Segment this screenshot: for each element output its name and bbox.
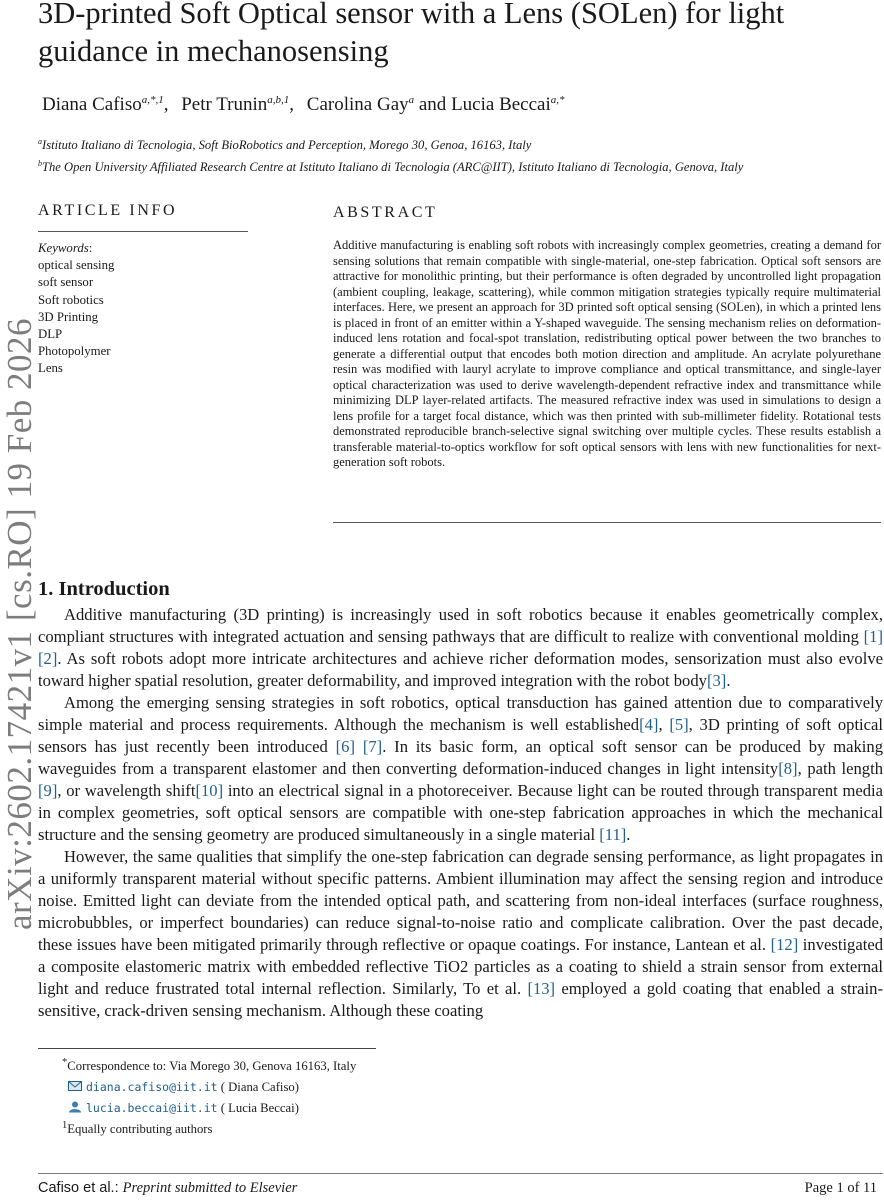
text-run: However, the same qualities that simplify the one-step fabrication can degrade sensing performance, as light propagates in a uniformly transparent material without specific patterns. Ambient illumination may affect the sensing region and introduce noise. Emitted light can deviate from the intended optical path, and scattering from non-ideal interfaces (surface roughness, microbubbles, or imperfect boundaries) can reduce signal-to-noise ratio and complicate calibration. Over the past decade, these issues have been mitigated primarily through reflective or opaque coatings. For instance, Lantean et al. [38, 847, 883, 954]
text-run: . [726, 671, 731, 690]
paper-title: 3D-printed Soft Optical sensor with a Lens (SOLen) for light guidance in mechanosensing [38, 0, 785, 68]
keyword-item: Photopolymer [38, 344, 111, 359]
text-run [355, 737, 363, 756]
citation-link[interactable]: [13] [527, 979, 556, 998]
citation-link[interactable]: [5] [669, 715, 689, 734]
email-owner: ( Diana Cafiso) [217, 1080, 299, 1095]
citation-link[interactable]: [12] [770, 935, 799, 954]
envelope-icon [68, 1080, 82, 1092]
text-run: , 3D printing of soft optical sensors has just recently been introduced [38, 715, 884, 756]
article-info-heading: ARTICLE INFO [38, 202, 178, 219]
citation-link[interactable]: [3] [706, 671, 727, 690]
affiliation-b [38, 156, 878, 175]
citation-link[interactable]: [4] [639, 715, 659, 734]
affiliation-mark: b [38, 159, 42, 168]
section-heading-introduction: 1. Introduction [38, 578, 170, 600]
citation-link[interactable]: [7] [362, 737, 383, 756]
keywords-label: Keywords [38, 241, 89, 255]
author-name[interactable]: Diana Cafiso [42, 94, 142, 115]
footer-preprint-note: Preprint submitted to Elsevier [122, 1180, 298, 1196]
footnote-mark: * [62, 1057, 68, 1068]
abstract-heading: ABSTRACT [333, 204, 438, 221]
abstract-text: Additive manufacturing is enabling soft robots with increasingly complex geometries, creating a demand for sensing solutions that remain compatible with single-material, one-step fabrication. Optical soft sensors are attractive for monolithic printing, but their performance is often degraded by uncontrolled light propagation (ambient coupling, leakage, scattering), while common mitigation strategies typically require multimaterial interfaces. Here, we present an approach for 3D printed soft optical sensing (SOLen), in which a printed lens is placed in front of an emitter within a Y-shaped waveguide. The sensing mechanism relies on deformation-induced lens rotation and focal-spot translation, redistributing optical power between the two branches to generate a differential output that encodes both motion direction and amplitude. An acrylate polyurethane resin was modified with lauryl acrylate to improve compliance and optical transmittance, and single-layer optical characterization was used to derive wavelength-dependent refractive index and transmittance while minimizing DLP layer-related artifacts. The measured refractive index was used in simulations to design a lens profile for a target focal distance, which was then printed with sub-millimeter fidelity. Rotational tests demonstrated reproducible branch-selective signal switching over multiple cycles. These results establish a transferable material-to-optics workflow for soft optical sensors with lens with new functionalities for next-generation soft robots. [333, 238, 881, 469]
keyword-item: 3D Printing [38, 309, 99, 324]
affiliation-text: Istituto Italiano di Tecnologia, Soft BioRobotics and Perception, Morego 30, Genoa, 16163, Italy [42, 138, 532, 152]
author-affiliation-marks: a,b,1 [267, 94, 290, 106]
email-row [62, 1077, 356, 1098]
keywords-block: Keywords: optical sensing soft sensor Soft robotics 3D Printing DLP Photopolymer Lens [38, 240, 258, 378]
author-affiliation-marks: a,*,1 [141, 94, 164, 106]
keyword-item: DLP [38, 327, 63, 342]
email-link[interactable]: lucia.beccai@iit.it [86, 1101, 218, 1116]
citation-link[interactable]: [1] [863, 627, 883, 646]
footnotes [62, 1052, 356, 1140]
citation-link[interactable]: [6] [335, 737, 355, 756]
footer-rule [38, 1173, 883, 1174]
footer-running-head [38, 1180, 297, 1197]
article-info-rule [38, 231, 248, 232]
affiliation-text: The Open University Affiliated Research Centre at Istituto Italiano di Tecnologia (ARC@IIT), Istituto Italiano di Tecnologia, Genova, Italy [42, 160, 744, 174]
text-run: Among the emerging sensing strategies in soft robotics, optical transduction has gained attention due to comparatively simple material and process requirements. Although the mechanism is well established [38, 693, 883, 734]
email-owner: ( Lucia Beccai) [217, 1101, 299, 1116]
keyword-item: optical sensing [38, 258, 115, 273]
citation-link[interactable]: [8] [778, 759, 798, 778]
text-run: . In its basic form, an optical soft sensor can be produced by making waveguides from a transparent elastomer and then converting deformation-induced changes in light intensity [38, 737, 883, 778]
footnote-mark: 1 [62, 1120, 68, 1132]
text-run: into an electrical signal in a photoreceiver. Because light can be routed through transparent media in complex geometries, soft optical sensors are compatible with one-step fabrication approaches in which the mechanical structure and the sensing geometry are produced simultaneously in a single material [38, 781, 884, 844]
email-link[interactable]: diana.cafiso@iit.it [86, 1080, 218, 1095]
citation-link[interactable]: [11] [599, 825, 627, 844]
correspondence-footnote [62, 1052, 356, 1077]
affiliation-mark: a [38, 137, 42, 146]
arxiv-identifier-stamp: arXiv:2602.17421v1 [cs.RO] 19 Feb 2026 [0, 318, 39, 931]
author-name[interactable]: Lucia Beccai [451, 94, 551, 115]
text-run: Additive manufacturing (3D printing) is increasingly used in soft robotics because it enables geometrically complex, compliant structures with integrated actuation and sensing pathways that are difficult to realize with conventional molding [38, 605, 883, 646]
author-name[interactable]: Carolina Gay [306, 94, 409, 115]
citation-link[interactable]: [2] [38, 649, 58, 668]
equal-contribution-footnote [62, 1115, 356, 1140]
introduction-body [38, 604, 883, 1022]
citation-link[interactable]: [9] [38, 781, 58, 800]
introduction-paragraph [38, 604, 883, 692]
footnote-rule [38, 1048, 376, 1049]
text-run: investigated a composite elastomeric matrix with embedded reflective TiO2 particles as a coating to shield a strain sensor from external light and reduce frustrated total internal reflection. Similarly, To et al. [38, 935, 883, 998]
abstract-rule [333, 522, 881, 523]
page-number: Page 1 of 11 [804, 1180, 877, 1196]
text-run: , or wavelength shift [57, 781, 196, 800]
author-name[interactable]: Petr Trunin [181, 94, 268, 115]
equal-contribution-text: Equally contributing authors [67, 1122, 213, 1137]
author-affiliation-marks: a [408, 94, 415, 106]
keyword-item: Soft robotics [38, 292, 104, 307]
introduction-paragraph [38, 692, 883, 846]
text-run: employed a gold coating that enabled a strain-sensitive, crack-driven sensing mechanism. Although these coating [38, 979, 883, 1020]
person-icon [68, 1101, 82, 1113]
text-run: , path length [797, 759, 883, 778]
introduction-paragraph [38, 846, 883, 1022]
correspondence-text: Correspondence to: Via Morego 30, Genova 16163, Italy [67, 1059, 357, 1074]
citation-link[interactable]: [10] [195, 781, 224, 800]
author-affiliation-marks: a,* [550, 94, 565, 106]
author-list: Diana Cafiso$^{a,*,1}$, Petr Trunin$^{a,b,1}$, Carolina Gay$^a$ and Lucia Beccai$^{a,*}$ [42, 94, 565, 115]
affiliation-a [38, 134, 878, 153]
text-run: , [658, 715, 670, 734]
text-run: . [626, 825, 631, 844]
footer-authors: Cafiso et al.: [38, 1180, 119, 1196]
authors-conjunction: and [418, 94, 447, 115]
keyword-item: Lens [38, 361, 63, 376]
keyword-item: soft sensor [38, 275, 94, 290]
text-run: . As soft robots adopt more intricate architectures and achieve richer deformation modes, sensorization must also evolve toward higher spatial resolution, greater deformability, and improved integration with the robot body [38, 649, 883, 690]
